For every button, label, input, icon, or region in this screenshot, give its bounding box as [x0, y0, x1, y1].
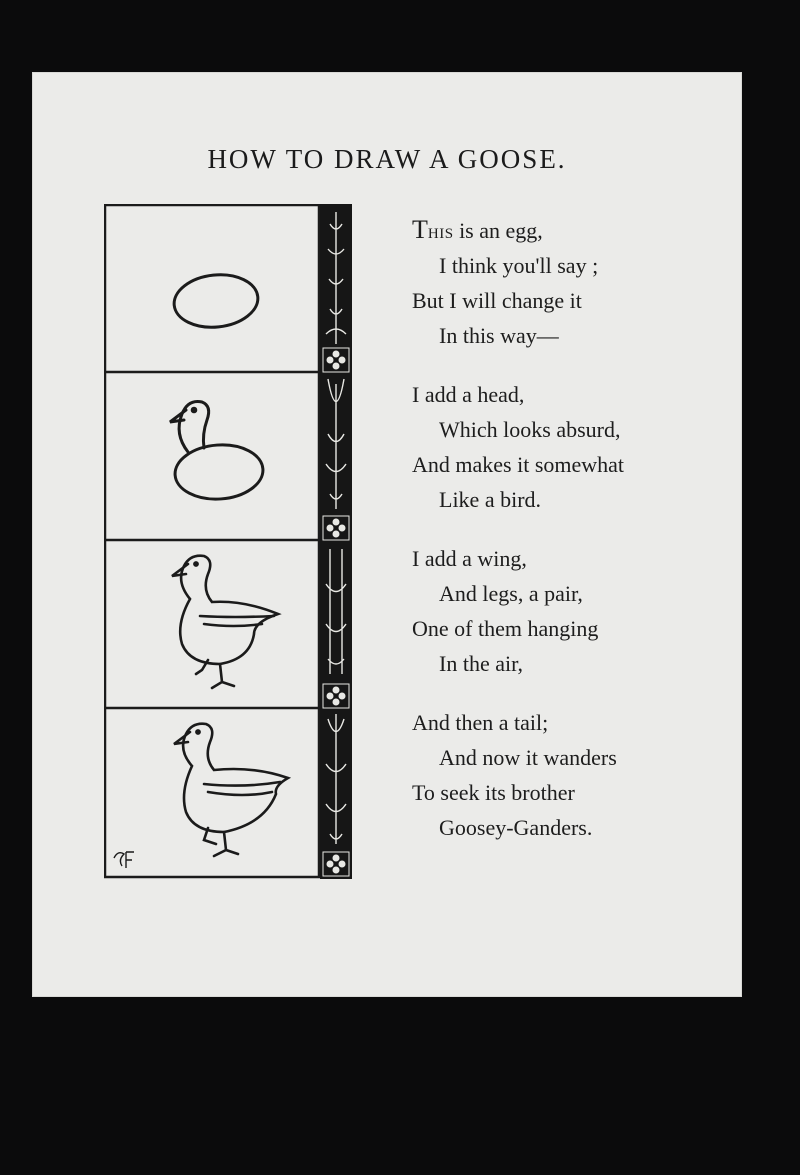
poem-line: And legs, a pair, — [439, 581, 583, 606]
stanza-4 — [412, 705, 712, 845]
poem — [412, 212, 712, 869]
egg-drawing-icon — [172, 271, 261, 331]
poem-line: In this way— — [439, 323, 559, 348]
goose-head-drawing-icon — [170, 402, 265, 503]
poem-line: In the air, — [439, 651, 524, 676]
poem-line: One of them hanging — [412, 616, 599, 641]
poem-line: And then a tail; — [412, 710, 549, 735]
poem-line: Goosey-Ganders. — [439, 815, 593, 840]
poem-line — [412, 212, 712, 248]
page-title: HOW TO DRAW A GOOSE. — [207, 144, 567, 174]
first-line-rest: is an egg, — [453, 218, 543, 243]
goose-wing-drawing-icon — [172, 556, 278, 688]
poem-line: Like a bird. — [439, 487, 542, 512]
stanza-3 — [412, 541, 712, 681]
poem-line: I add a wing, — [412, 546, 527, 571]
poem-line: And now it wanders — [439, 745, 617, 770]
goose-complete-drawing-icon — [174, 724, 288, 856]
drop-cap: T — [412, 215, 428, 244]
artist-monogram-icon — [114, 852, 134, 868]
poem-line: But I will change it — [412, 288, 582, 313]
small-caps-word: his — [427, 218, 454, 243]
book-page — [32, 72, 742, 997]
stanza-1 — [412, 212, 712, 353]
illustration-panels — [104, 204, 384, 879]
poem-line: I think you'll say ; — [439, 253, 599, 278]
stanza-2 — [412, 377, 712, 517]
poem-line: Which looks absurd, — [439, 417, 621, 442]
poem-line: And makes it somewhat — [412, 452, 625, 477]
poem-line: To seek its brother — [412, 780, 575, 805]
decorative-border-icon — [320, 204, 352, 879]
poem-line: I add a head, — [412, 382, 525, 407]
